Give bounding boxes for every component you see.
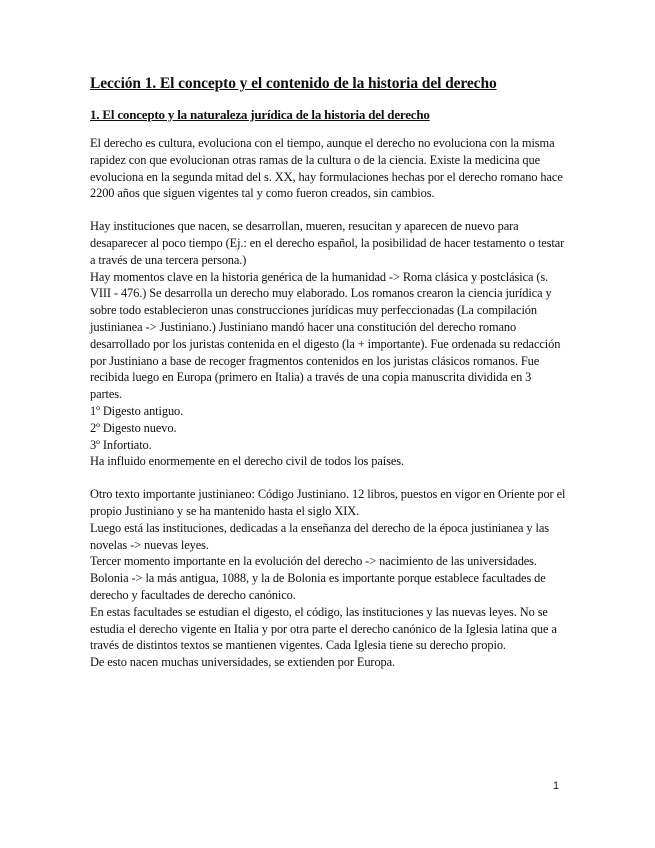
list-item: 3º Infortiato. [90,437,152,452]
list-item: 1º Digesto antiguo. [90,403,184,418]
paragraph: Luego está las instituciones, dedicadas a la enseñanza del derecho de la época justinianea y las novelas -> nuevas leyes. [90,520,549,552]
lesson-title: Lección 1. El concepto y el contenido de la historia del derecho [90,75,497,92]
list-item: 2º Digesto nuevo. [90,420,177,435]
paragraph: Hay instituciones que nacen, se desarrollan, mueren, resucitan y aparecen de nuevo para desaparecer al poco tiempo (Ej.: en el derecho español, la posibilidad de hacer testamento o testar a través de una tercera persona.) [90,219,565,267]
paragraph: En estas facultades se estudian el digesto, el código, las instituciones y las nuevas leyes. No se estudia el derecho vigente en Italia y por otra parte el derecho canónico de la Iglesia latina que a través de distintos textos se mantienen vigentes. Cada Iglesia tiene su derecho propio. [90,604,557,653]
paragraph: El derecho es cultura, evoluciona con el tiempo, aunque el derecho no evoluciona con la misma rapidez con que evolucionan otras ramas de la cultura o de la ciencia. Existe la medicina que evoluciona en la segunda mitad del s. XX, hay formulaciones hechas por el derecho romano hace 2200 años que siguen vigentes tal y como fueron creados, sin cambios. [90,136,563,201]
page-number: 1 [553,780,560,792]
paragraph: Ha influido enormemente en el derecho civil de todos los países. [90,454,404,469]
paragraph: Otro texto importante justinianeo: Código Justiniano. 12 libros, puestos en vigor en Oriente por el propio Justiniano y se ha mantenido hasta el siglo XIX. [90,487,566,518]
paragraph: Hay momentos clave en la historia genérica de la humanidad -> Roma clásica y postclásica (s. VIII - 476.) Se desarrolla un derecho muy elaborado. Los romanos crearon la ciencia jurídica y sobre todo establecieron unas construcciones jurídicas muy perfeccionadas (La compilación justinianea -> Justiniano.) Justiniano mandó hacer una constitución del derecho romano desarrollado por los juristas contenida en el digesto (la + importante). Fue ordenada su redacción por Justiniano a base de recoger fragmentos contenidos en los juristas clásicos romanos. Fue recibida luego en Europa (primero en Italia) a través de una copia manuscrita dividida en 3 partes. [90,269,561,402]
document-body [90,74,566,671]
paragraph: Bolonia -> la más antigua, 1088, y la de Bolonia es importante porque establece facultades de derecho y facultades de derecho canónico. [90,571,546,602]
paragraph: Tercer momento importante en la evolución del derecho -> nacimiento de las universidades. [90,554,537,569]
paragraph: De esto nacen muchas universidades, se extienden por Europa. [90,655,396,670]
section-heading: 1. El concepto y la naturaleza jurídica de la historia del derecho [90,107,430,122]
